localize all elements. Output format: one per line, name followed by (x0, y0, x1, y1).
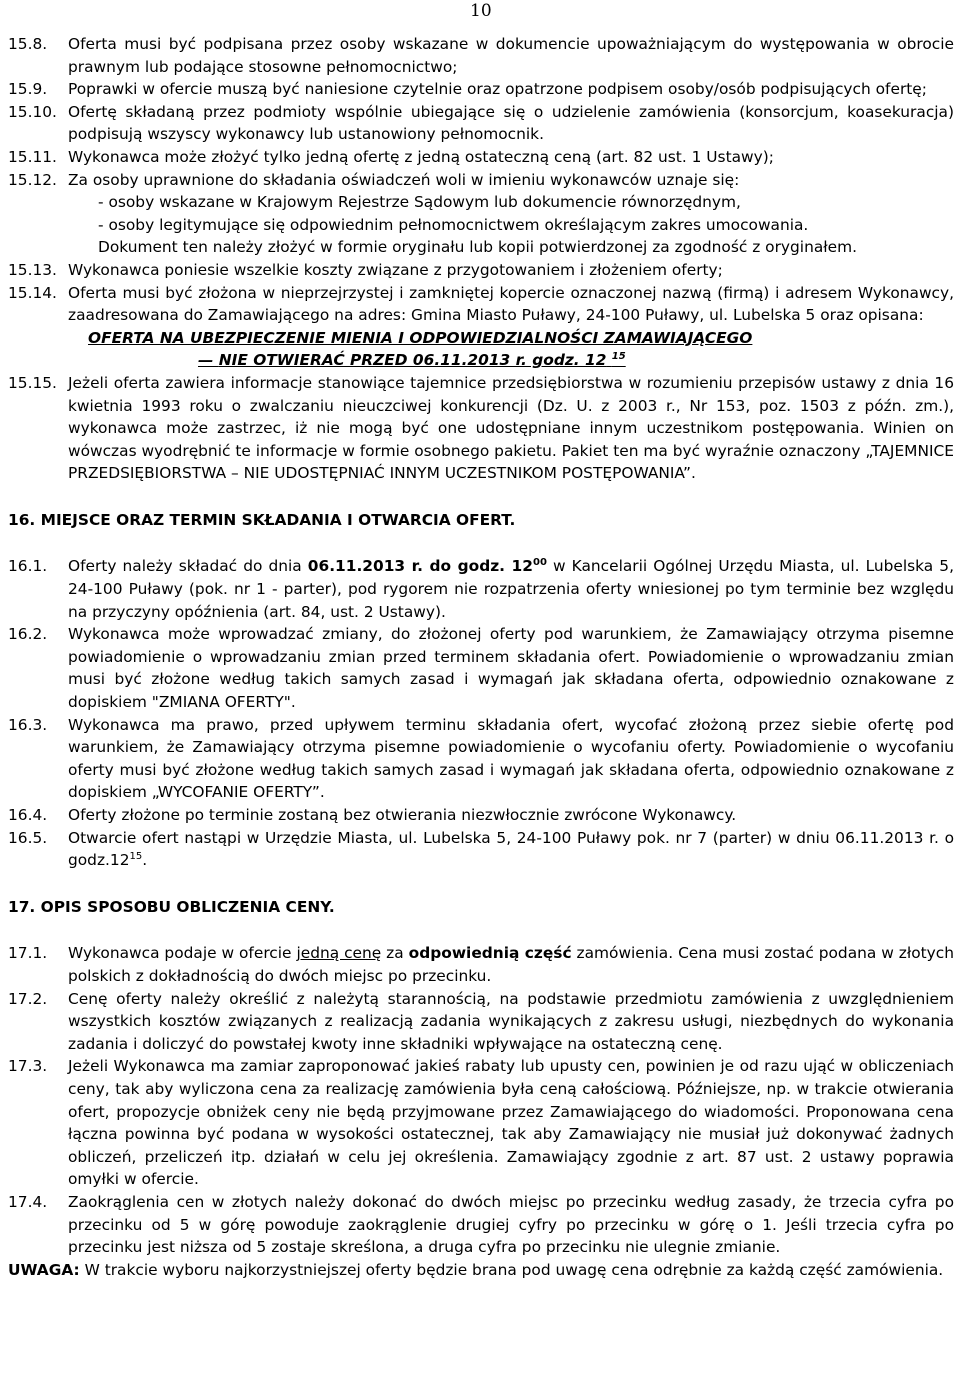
paragraph-text: Oferty złożone po terminie zostaną bez otwierania niezwłocznie zwrócone Wykonawcy. (68, 806, 737, 824)
envelope-title-line-1: OFERTA NA UBEZPIECZENIE MIENIA I ODPOWIEDZIALNOŚCI ZAMAWIAJĄCEGO (88, 328, 753, 347)
text-part: za (381, 944, 409, 963)
text-part: Otwarcie ofert nastąpi w Urzędzie Miasta, ul. Lubelska 5, 24-100 Puławy pok. nr 7 (parter) w dniu 06.11.2013 r. o godz.12 (68, 828, 954, 870)
paragraph-text: Ofertę składaną przez podmioty wspólnie ubiegające się o udzielenie zamówienia (konsorcjum, koasekuracja) podpisują wszyscy wykonawcy lub ustanowiony pełnomocnik. (68, 102, 954, 144)
text-part: Oferty należy składać do dnia (68, 557, 308, 576)
paragraph-text (68, 169, 954, 259)
paragraph-number: 17.2. (8, 989, 48, 1008)
paragraph-text: Oferta musi być złożona w nieprzejrzystej i zamkniętej kopercie oznaczonej nazwą (firmą) i adresem Wykonawcy, zaadresowana do Zamawiającego na adres: Gmina Miasto Puławy, 24-100 Puławy, ul. Lubelska 5 oraz opisana: (68, 283, 954, 325)
paragraph-number: 15.11. (8, 147, 57, 166)
paragraph-number: 17.4. (8, 1192, 48, 1211)
paragraph-17-2 (8, 988, 954, 1056)
paragraph-text (68, 827, 954, 872)
paragraph-16-1 (8, 555, 954, 623)
paragraph-text (68, 942, 954, 987)
time-sup: 15 (129, 851, 143, 863)
paragraph-text: Jeżeli Wykonawca ma zamiar zaproponować jakieś rabaty lub upusty cen, powinien je od razu ująć w obliczeniach ceny, tak aby wyliczona cena za realizację zamówienia była ceną całościową. Późniejsze, np. w trakcie otwierania ofert, propozycje obniżek ceny nie będą przyjmowane przez Zamawiającego do wiadomości. Proponowana cena łączna powinna być podana w wysokości ostatecznej, tak aby Zamawiający nie musiał już dokonywać żadnych obliczeń, przeliczeń itp. działań w celu jej określenia. Zamawiający zgodnie z art. 87 ust. 2 ustawy poprawia omyłki w ofercie. (68, 1057, 954, 1189)
paragraph-15-10 (8, 101, 954, 146)
paragraph-number: 15.13. (8, 260, 57, 279)
paragraph-16-3 (8, 714, 954, 804)
paragraph-text (68, 555, 954, 623)
paragraph-15-12 (8, 169, 954, 259)
paragraph-text: Wykonawca może złożyć tylko jedną ofertę z jedną ostateczną ceną (art. 82 ust. 1 Ustawy); (68, 147, 774, 166)
paragraph-16-4 (8, 804, 954, 827)
paragraph-15-9 (8, 78, 954, 101)
paragraph-15-8 (8, 33, 954, 78)
paragraph-number: 16.3. (8, 715, 48, 734)
page-number: 10 (470, 1, 492, 21)
paragraph-text: Oferta musi być podpisana przez osoby wskazane w dokumencie upoważniającym do występowania w obrocie prawnym lub podające stosowne pełnomocnictwo; (68, 35, 954, 76)
bullet-1: - osoby wskazane w Krajowym Rejestrze Sądowym lub dokumencie równorzędnym, (98, 193, 741, 212)
paragraph-number: 15.14. (8, 283, 57, 302)
paragraph-number: 16.1. (8, 557, 48, 576)
paragraph-text: Cenę oferty należy określić z należytą starannością, na podstawie przedmiotu zamówienia z uwzględnieniem wszystkich kosztów związanych z realizacją zadania wynikających z zakresu usługi, niezbędnych do wykonania zadania i doliczyć do powstałej kwoty inne składniki wpływające na ostateczną cenę. (68, 989, 954, 1053)
paragraph-text: Wykonawca może wprowadzać zmiany, do złożonej oferty pod warunkiem, że Zamawiający otrzyma pisemne powiadomienie o wprowadzaniu zmian przed terminem składania ofert. Powiadomienie o wprowadzaniu zmian musi być złożone według takich samych zasad i wymagań jak składana oferta, odpowiednio oznakowane z dopiskiem "ZMIANA OFERTY". (68, 625, 954, 712)
paragraph-lead: Za osoby uprawnione do składania oświadczeń woli w imieniu wykonawców uznaje się: (68, 170, 740, 189)
paragraph-17-1 (8, 942, 954, 987)
paragraph-number: 17.3. (8, 1057, 48, 1076)
paragraph-text: Wykonawca poniesie wszelkie koszty związane z przygotowaniem i złożeniem oferty; (68, 260, 723, 279)
paragraph-17-4 (8, 1191, 954, 1259)
paragraph-15-15 (8, 372, 954, 485)
envelope-title-line-2: — NIE OTWIERAĆ PRZED 06.11.2013 r. godz. 12 $^{15}$ (198, 351, 626, 370)
paragraph-number: 16.5. (8, 828, 48, 847)
note-text: W trakcie wyboru najkorzystniejszej oferty będzie brana pod uwagę cena odrębnie za każdą część zamówienia. (79, 1260, 944, 1279)
paragraph-number: 15.8. (8, 35, 48, 53)
paragraph-number: 15.15. (8, 373, 57, 392)
paragraph-16-5 (8, 827, 954, 872)
text-part: w Kancelarii Ogólnej Urzędu Miasta, ul. Lubelska 5, 24-100 Puławy (pok. nr 1 - parter), pod rygorem nie rozpatrzenia oferty wniesionej po tym terminie bez względu na przyczyny opóźnienia (art. 84, ust. 2 Ustawy). (68, 557, 954, 621)
paragraph-number: 15.12. (8, 170, 57, 189)
paragraph-text: Poprawki w ofercie muszą być naniesione czytelnie oraz opatrzone podpisem osoby/osób podpisujących ofertę; (68, 80, 927, 99)
section-heading-17: 17. OPIS SPOSOBU OBLICZENIA CENY. (8, 897, 335, 916)
paragraph-15-11 (8, 146, 954, 169)
paragraph-17-3 (8, 1055, 954, 1191)
section-heading-16: 16. MIEJSCE ORAZ TERMIN SKŁADANIA I OTWARCIA OFERT. (8, 510, 516, 529)
bullet-3: Dokument ten należy złożyć w formie oryginału lub kopii potwierdzonej za zgodność z oryginałem. (98, 238, 857, 257)
text-part: Wykonawca podaje w ofercie (68, 944, 297, 963)
bullet-2: - osoby legitymujące się odpowiednim pełnomocnictwem określającym zakres umocowania. (98, 215, 809, 234)
paragraph-15-13 (8, 259, 954, 282)
paragraph-number: 17.1. (8, 944, 48, 963)
envelope-title-sup: 15 (611, 351, 626, 363)
paragraph-15-14 (8, 282, 954, 327)
deadline-sup: 00 (532, 557, 547, 569)
note-label: UWAGA: (8, 1260, 80, 1279)
envelope-title-text: NIE OTWIERAĆ PRZED 06.11.2013 r. godz. 12 (218, 351, 607, 370)
underlined-text: jedną cenę (296, 944, 382, 963)
text-part: . (142, 851, 148, 870)
note (8, 1259, 954, 1282)
text-part: zamówienia. Cena musi zostać podana w złotych polskich z dokładnością do dwóch miejsc po przecinku. (68, 944, 954, 985)
paragraph-text: Zaokrąglenia cen w złotych należy dokonać do dwóch miejsc po przecinku według zasady, że trzecia cyfra po przecinku od 5 w górę powoduje zaokrąglenie drugiej cyfry po przecinku w górę o 1. Jeśli trzecia cyfra po przecinku jest niższa od 5 zostaje skreślona, a druga cyfra po przecinku nie ulegnie zmianie. (68, 1192, 954, 1257)
paragraph-number: 16.2. (8, 625, 48, 644)
bold-text: odpowiednią część (408, 944, 572, 963)
paragraph-text: Wykonawca ma prawo, przed upływem terminu składania ofert, wycofać złożoną przez siebie ofertę pod warunkiem, że Zamawiający otrzyma pisemne powiadomienie o wycofaniu oferty. Powiadomienie o wycofaniu oferty musi być złożone według takich samych zasad i wymagań jak składana oferta, odpowiednio oznakowane z dopiskiem „WYCOFANIE OFERTY”. (68, 715, 954, 802)
paragraph-16-2 (8, 623, 954, 713)
deadline-date: 06.11.2013 r. do godz. 12 (307, 557, 533, 576)
document-page (8, 33, 954, 1281)
paragraph-text: Jeżeli oferta zawiera informacje stanowiące tajemnice przedsiębiorstwa w rozumieniu przepisów ustawy z dnia 16 kwietnia 1993 roku o zwalczaniu nieuczciwej konkurencji (Dz. U. z 2003 r., Nr 153, poz. 1503 z późn. zm.), wykonawca może zastrzec, iż nie mogą być one udostępniane innym uczestnikom postępowania. Winien on wówczas wyodrębnić te informacje w formie osobnego pakietu. Pakiet ten ma być wyraźnie oznaczony „TAJEMNICE PRZEDSIĘBIORSTWA – NIE UDOSTĘPNIAĆ INNYM UCZESTNIKOM POSTĘPOWANIA”. (68, 373, 954, 483)
paragraph-number: 16.4. (8, 806, 48, 824)
paragraph-number: 15.10. (8, 102, 57, 121)
paragraph-number: 15.9. (8, 80, 48, 99)
